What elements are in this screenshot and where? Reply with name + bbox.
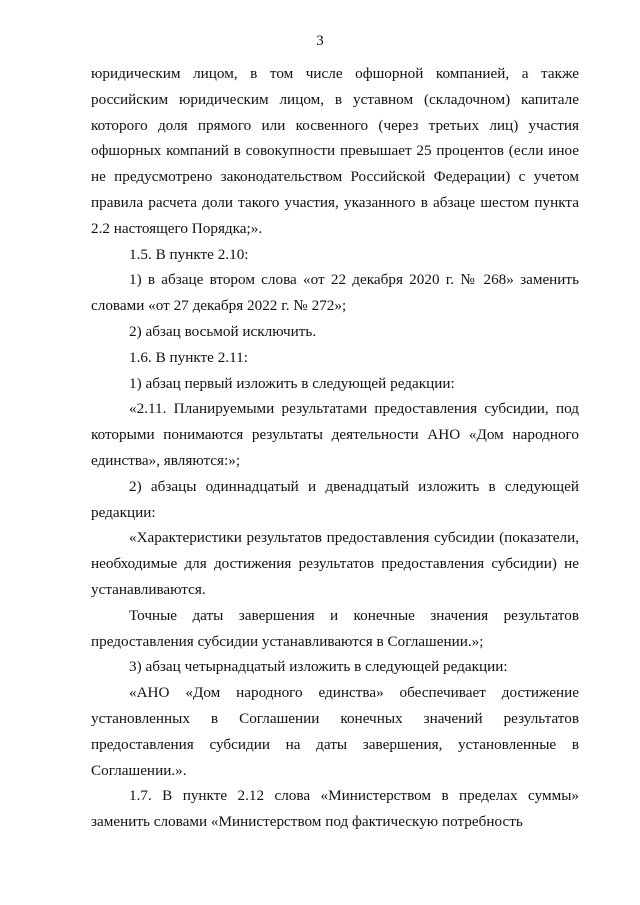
document-body xyxy=(91,61,579,835)
paragraph-continuation: юридическим лицом, в том числе офшорной компанией, а также российским юридическим лицом, в уставном (складочном) капитале которого доля прямого или косвенного (через третьих лиц) участия офшорных компаний в совокупности превышает 25 процентов (если иное не предусмотрено законодательством Российской Федерации) с учетом правила расчета доли такого участия, указанного в абзаце шестом пункта 2.2 настоящего Порядка;». xyxy=(91,65,579,237)
paragraph-quote-ano: «АНО «Дом народного единства» обеспечивает достижение установленных в Соглашении конечных значений результатов предоставления субсидии на даты завершения, установленные в Соглашении.». xyxy=(91,684,579,779)
paragraph-item-1-6-3: 3) абзац четырнадцатый изложить в следующей редакции: xyxy=(129,658,508,676)
paragraph-quote-dates: Точные даты завершения и конечные значения результатов предоставления субсидии устанавливаются в Соглашении.»; xyxy=(91,606,579,650)
paragraph-item-1-7: 1.7. В пункте 2.12 слова «Министерством в пределах суммы» заменить словами «Министерством под фактическую потребность xyxy=(91,787,579,831)
paragraph-quote-2-11: «2.11. Планируемыми результатами предоставления субсидии, под которыми понимаются результаты деятельности АНО «Дом народного единства», являются:»; xyxy=(91,400,579,469)
paragraph-item-1-6: 1.6. В пункте 2.11: xyxy=(129,348,248,366)
paragraph-item-1-5: 1.5. В пункте 2.10: xyxy=(129,245,249,263)
paragraph-item-1-6-1: 1) абзац первый изложить в следующей редакции: xyxy=(129,374,455,392)
paragraph-item-1-5-1: 1) в абзаце втором слова «от 22 декабря 2020 г. № 268» заменить словами «от 27 декабря 2022 г. № 272»; xyxy=(91,271,579,315)
paragraph-item-1-6-2: 2) абзацы одиннадцатый и двенадцатый изложить в следующей редакции: xyxy=(91,477,579,521)
page-number: 3 xyxy=(316,33,324,49)
paragraph-item-1-5-2: 2) абзац восьмой исключить. xyxy=(129,322,317,340)
paragraph-quote-characteristics: «Характеристики результатов предоставления субсидии (показатели, необходимые для достижения результатов предоставления субсидии) не устанавливаются. xyxy=(91,529,579,598)
